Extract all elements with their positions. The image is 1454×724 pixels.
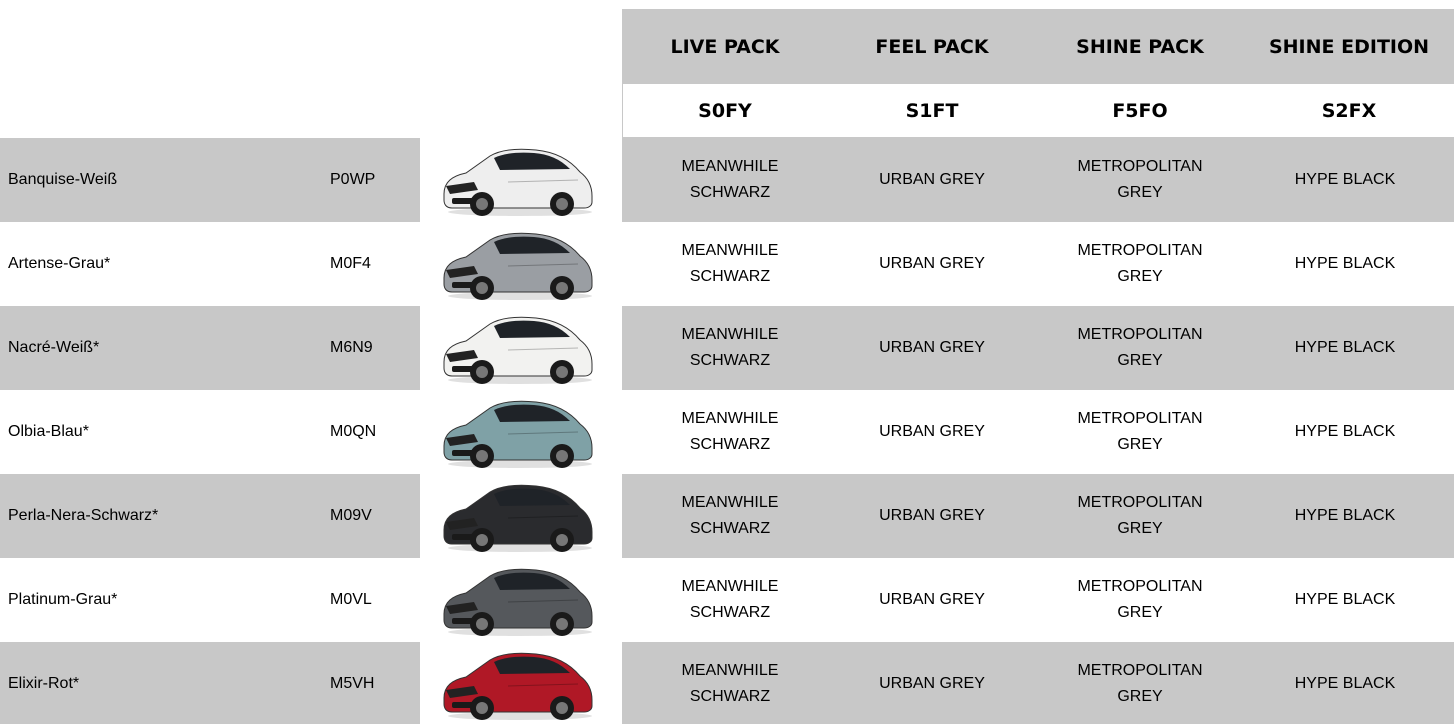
- shine-pack-value: METROPOLITAN GREY: [1077, 410, 1203, 453]
- pack-code-live: S0FY: [698, 100, 752, 122]
- pack-header-shine-edition: SHINE EDITION: [1268, 35, 1430, 58]
- color-code: M5VH: [330, 675, 375, 692]
- color-name: Perla-Nera-Schwarz*: [8, 507, 159, 524]
- car-image: [438, 310, 596, 386]
- pack-code-shine: F5FO: [1112, 100, 1168, 122]
- shine-pack-value: METROPOLITAN GREY: [1077, 326, 1203, 369]
- pack-header-feel: FEEL PACK: [875, 35, 989, 58]
- shine-edition-value: HYPE BLACK: [1294, 591, 1396, 608]
- shine-pack-value: METROPOLITAN GREY: [1077, 494, 1203, 537]
- table-row: [0, 474, 1454, 558]
- live-pack-value: MEANWHILE SCHWARZ: [681, 578, 779, 621]
- feel-pack-value: URBAN GREY: [879, 171, 985, 188]
- shine-pack-value: METROPOLITAN GREY: [1077, 158, 1203, 201]
- color-code: M6N9: [330, 339, 373, 356]
- shine-edition-value: HYPE BLACK: [1294, 339, 1396, 356]
- color-code: M0F4: [330, 255, 371, 272]
- live-pack-value: MEANWHILE SCHWARZ: [681, 242, 779, 285]
- table-row: [0, 558, 1454, 642]
- car-image: [438, 478, 596, 554]
- car-image: [438, 646, 596, 722]
- color-name: Artense-Grau*: [8, 255, 111, 272]
- color-name: Banquise-Weiß: [8, 171, 118, 188]
- live-pack-value: MEANWHILE SCHWARZ: [681, 410, 779, 453]
- feel-pack-value: URBAN GREY: [879, 591, 985, 608]
- color-table-body: [0, 138, 1454, 724]
- color-code: M0QN: [330, 423, 377, 440]
- shine-pack-value: METROPOLITAN GREY: [1077, 578, 1203, 621]
- table-row: [0, 138, 1454, 222]
- car-image: [438, 226, 596, 302]
- shine-edition-value: HYPE BLACK: [1294, 255, 1396, 272]
- feel-pack-value: URBAN GREY: [879, 255, 985, 272]
- color-code: M0VL: [330, 591, 372, 608]
- car-image: [438, 562, 596, 638]
- car-image: [438, 394, 596, 470]
- table-row: [0, 222, 1454, 306]
- feel-pack-value: URBAN GREY: [879, 675, 985, 692]
- shine-edition-value: HYPE BLACK: [1294, 423, 1396, 440]
- table-row: [0, 642, 1454, 724]
- color-name: Olbia-Blau*: [8, 423, 89, 440]
- table-row: [0, 306, 1454, 390]
- car-image: [438, 142, 596, 218]
- live-pack-value: MEANWHILE SCHWARZ: [681, 326, 779, 369]
- shine-pack-value: METROPOLITAN GREY: [1077, 242, 1203, 285]
- color-name: Platinum-Grau*: [8, 591, 118, 608]
- table-row: [0, 390, 1454, 474]
- shine-edition-value: HYPE BLACK: [1294, 507, 1396, 524]
- feel-pack-value: URBAN GREY: [879, 507, 985, 524]
- feel-pack-value: URBAN GREY: [879, 423, 985, 440]
- color-name: Elixir-Rot*: [8, 675, 80, 692]
- color-code: M09V: [330, 507, 372, 524]
- pack-header-shine: SHINE PACK: [1076, 35, 1204, 58]
- shine-edition-value: HYPE BLACK: [1294, 675, 1396, 692]
- feel-pack-value: URBAN GREY: [879, 339, 985, 356]
- shine-edition-value: HYPE BLACK: [1294, 171, 1396, 188]
- live-pack-value: MEANWHILE SCHWARZ: [681, 494, 779, 537]
- pack-header-live: LIVE PACK: [670, 35, 780, 58]
- live-pack-value: MEANWHILE SCHWARZ: [681, 158, 779, 201]
- live-pack-value: MEANWHILE SCHWARZ: [681, 662, 779, 705]
- pack-code-shine-edition: S2FX: [1321, 100, 1377, 122]
- pack-code-feel: S1FT: [905, 100, 959, 122]
- color-name: Nacré-Weiß*: [8, 339, 100, 356]
- shine-pack-value: METROPOLITAN GREY: [1077, 662, 1203, 705]
- color-code: P0WP: [330, 171, 376, 188]
